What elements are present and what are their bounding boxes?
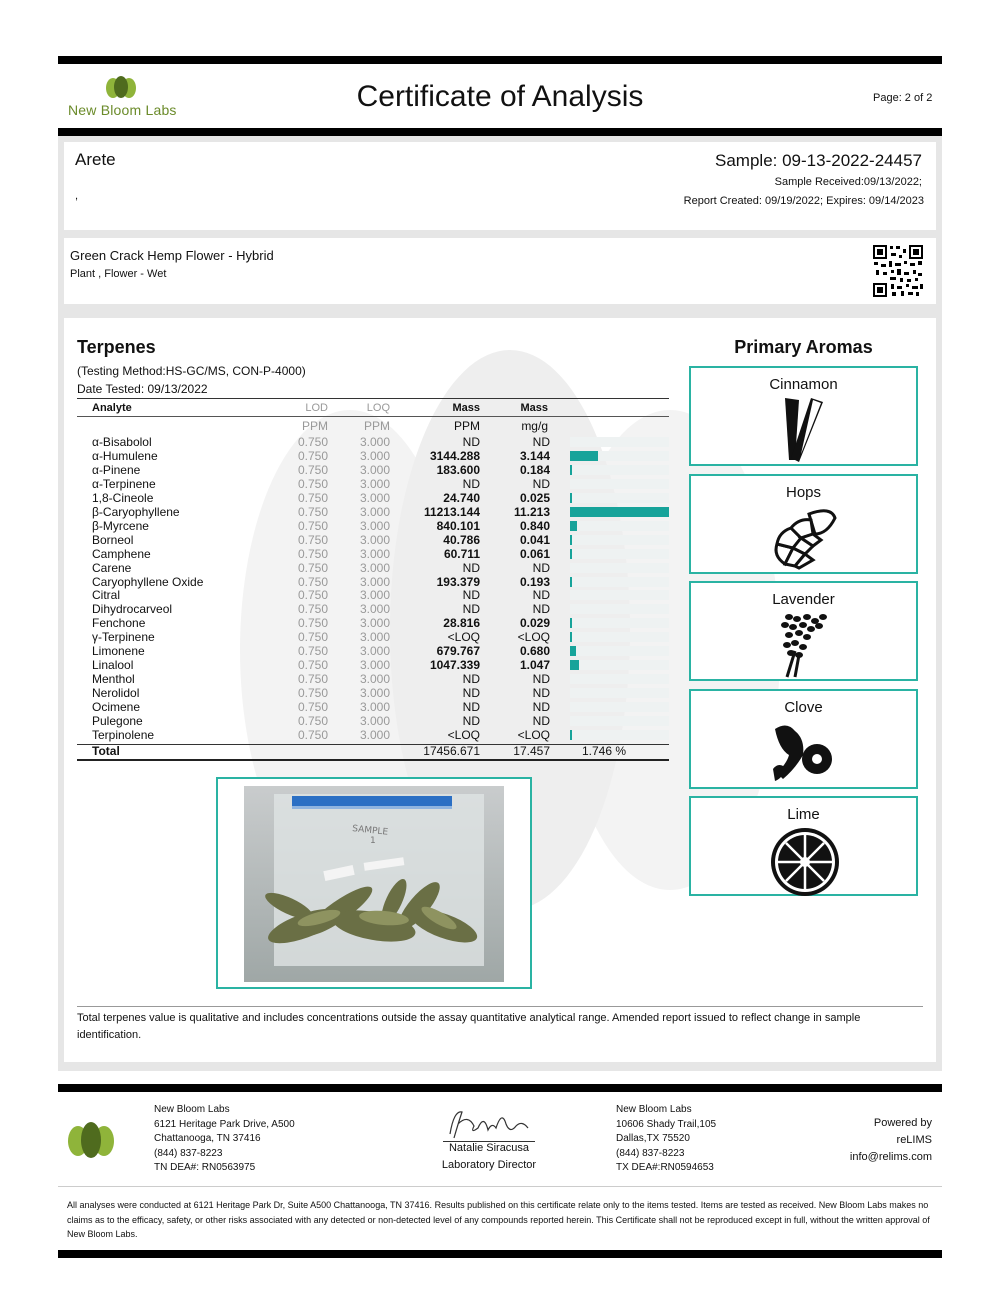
lab2-line: Dallas,TX 75520	[616, 1133, 690, 1144]
analyte-loq: 3.000	[359, 700, 390, 715]
analyte-name: Dihydrocarveol	[92, 602, 173, 617]
client-address: ,	[75, 190, 79, 202]
analyte-mg: ND	[532, 435, 550, 449]
lab1-line: New Bloom Labs	[154, 1104, 230, 1115]
lab1-line: 6121 Heritage Park Drive, A500	[154, 1118, 295, 1130]
analyte-loq: 3.000	[359, 560, 390, 575]
total-percent: 1.746 %	[582, 744, 627, 758]
date-tested: Date Tested: 09/13/2022	[77, 382, 208, 396]
analyte-lod: 0.750	[297, 504, 328, 519]
analyte-ppm: 840.101	[436, 518, 480, 533]
analyte-ppm: 11213.144	[423, 504, 480, 519]
analyte-mg: 1.047	[519, 658, 550, 673]
concentration-bar-track	[570, 632, 669, 642]
concentration-bar	[570, 730, 572, 740]
header-mass-ppm: Mass	[452, 402, 480, 414]
lab2-line: TX DEA#:RN0594653	[616, 1162, 714, 1173]
hops-icon	[765, 504, 845, 572]
total-ppm: 17456.671	[423, 744, 480, 758]
analyte-mg: 0.061	[519, 546, 550, 561]
analyte-ppm: 3144.288	[429, 448, 480, 463]
concentration-bar-track	[570, 716, 669, 726]
disclaimer: All analyses were conducted at 6121 Heritage Park Dr, Suite A500 Chattanooga, TN 37416. Results published on this certificate relate only to the items tested. Items are tested as received. New Bloom Labs makes no claims as to the efficacy, safety, or other risks associated with any detected or non-detected level of any compounds reported herein. This Certificate shall not be reproduced except in full, without the written approval of New Bloom Labs.	[67, 1200, 930, 1239]
analyte-ppm: 193.379	[436, 574, 480, 589]
aroma-card-lavender	[689, 581, 918, 681]
page-number: Page: 2 of 2	[873, 92, 933, 104]
powered-vendor: reLIMS	[896, 1134, 932, 1146]
aroma-label: Clove	[784, 699, 823, 716]
analyte-name: Citral	[92, 588, 121, 603]
analyte-name: β-Myrcene	[92, 518, 149, 533]
lab2-address	[616, 1103, 716, 1176]
analyte-ppm: ND	[462, 435, 480, 449]
unit-mg: mg/g	[521, 419, 548, 433]
analyte-loq: 3.000	[359, 476, 390, 491]
analyte-mg: 0.025	[519, 490, 550, 505]
concentration-bar	[570, 549, 572, 559]
product-type: Plant , Flower - Wet	[70, 268, 167, 280]
analyte-lod: 0.750	[297, 490, 328, 505]
analyte-ppm: 1047.339	[429, 658, 480, 673]
lavender-icon	[765, 611, 845, 679]
concentration-bar	[570, 577, 572, 587]
total-label: Total	[92, 744, 120, 758]
analyte-ppm: ND	[462, 476, 480, 491]
concentration-bar-track	[570, 577, 669, 587]
analyte-lod: 0.750	[297, 518, 328, 533]
analyte-ppm: ND	[462, 700, 480, 715]
unit-lod: PPM	[301, 419, 328, 433]
director-title: Laboratory Director	[441, 1159, 537, 1171]
testing-method: (Testing Method:HS-GC/MS, CON-P-4000)	[77, 364, 306, 378]
analyte-name: 1,8-Cineole	[92, 490, 154, 505]
analyte-name: Terpinolene	[92, 727, 155, 742]
page-title: Certificate of Analysis	[356, 80, 644, 113]
analyte-mg: 0.193	[519, 574, 550, 589]
analyte-mg: ND	[532, 686, 550, 701]
report-dates: Report Created: 09/19/2022; Expires: 09/14/2023	[683, 195, 924, 207]
analyte-lod: 0.750	[297, 727, 328, 742]
director-signature	[444, 1104, 534, 1142]
sample-received: Sample Received:09/13/2022;	[774, 176, 922, 188]
analyte-loq: 3.000	[359, 490, 390, 505]
analyte-name: Limonene	[92, 644, 145, 659]
analyte-mg: ND	[532, 714, 550, 728]
note-rule	[77, 1006, 923, 1007]
analyte-loq: 3.000	[359, 602, 390, 617]
top-rule	[58, 56, 942, 64]
concentration-bar	[570, 507, 669, 517]
analyte-name: α-Pinene	[92, 462, 141, 477]
aroma-card-hops	[689, 474, 918, 574]
analyte-name: Camphene	[92, 546, 151, 561]
concentration-bar	[570, 521, 577, 531]
lab1-address	[154, 1103, 295, 1176]
analyte-ppm: <LOQ	[447, 727, 480, 742]
analyte-name: Linalool	[92, 658, 134, 673]
analyte-ppm: 679.767	[436, 644, 480, 659]
analyte-mg: ND	[532, 602, 550, 617]
header-loq: LOQ	[366, 402, 390, 414]
footer-logo	[67, 1120, 115, 1160]
analyte-loq: 3.000	[359, 448, 390, 463]
analyte-lod: 0.750	[297, 435, 328, 449]
analyte-loq: 3.000	[359, 616, 390, 631]
company-logo	[104, 76, 138, 100]
analyte-loq: 3.000	[359, 714, 390, 728]
analyte-ppm: 40.786	[443, 532, 480, 547]
analyte-name: α-Humulene	[92, 448, 158, 463]
analyte-loq: 3.000	[359, 462, 390, 477]
analyte-ppm: 24.740	[443, 490, 480, 505]
product-name: Green Crack Hemp Flower - Hybrid	[70, 248, 274, 263]
table-header-rule	[77, 416, 669, 417]
concentration-bar	[570, 493, 572, 503]
analyte-loq: 3.000	[359, 630, 390, 645]
concentration-bar-track	[570, 590, 669, 600]
lime-icon	[765, 826, 845, 894]
concentration-bar-track	[570, 521, 669, 531]
analyte-loq: 3.000	[359, 546, 390, 561]
analyte-name: Fenchone	[92, 616, 146, 631]
analyte-loq: 3.000	[359, 435, 390, 449]
lab2-line: (844) 837-8223	[616, 1147, 685, 1159]
sample-photo	[244, 786, 504, 982]
clove-icon	[765, 719, 845, 787]
aroma-card-cinnamon	[689, 366, 918, 466]
aroma-card-lime	[689, 796, 918, 896]
analyte-name: β-Caryophyllene	[92, 504, 180, 519]
concentration-bar-track	[570, 646, 669, 656]
analyte-ppm: ND	[462, 686, 480, 701]
analyte-name: α-Terpinene	[92, 476, 156, 491]
analyte-loq: 3.000	[359, 658, 390, 673]
analyte-name: Ocimene	[92, 700, 141, 715]
analyte-lod: 0.750	[297, 602, 328, 617]
powered-label: Powered by	[873, 1117, 932, 1129]
analyte-name: Caryophyllene Oxide	[92, 574, 204, 589]
analyte-loq: 3.000	[359, 504, 390, 519]
analyte-loq: 3.000	[359, 574, 390, 589]
concentration-bar-track	[570, 465, 669, 475]
analyte-name: Carene	[92, 560, 132, 575]
analyte-lod: 0.750	[297, 700, 328, 715]
header-lod: LOD	[305, 402, 328, 414]
table-bottom-rule	[77, 759, 669, 761]
svg-text:SAMPLE: SAMPLE	[351, 824, 389, 838]
analyte-mg: ND	[532, 476, 550, 491]
concentration-bar-track	[570, 451, 669, 461]
logo-text: New Bloom Labs	[68, 102, 177, 118]
concentration-bar-track	[570, 493, 669, 503]
lab1-line: Chattanooga, TN 37416	[154, 1133, 261, 1144]
concentration-bar	[570, 660, 579, 670]
terpene-note: Total terpenes value is qualitative and includes concentrations outside the assay quantitative analytical range. Amended report issued to reflect change in sample identification.	[77, 1012, 861, 1041]
powered-email[interactable]: info@relims.com	[849, 1151, 932, 1163]
table-top-rule	[77, 398, 669, 399]
concentration-bar-track	[570, 549, 669, 559]
analyte-ppm: ND	[462, 714, 480, 728]
terpenes-title: Terpenes	[77, 337, 156, 357]
analyte-lod: 0.750	[297, 616, 328, 631]
analyte-name: γ-Terpinene	[92, 630, 155, 645]
analyte-ppm: 60.711	[443, 546, 480, 561]
analyte-lod: 0.750	[297, 546, 328, 561]
powered-by	[850, 1115, 932, 1166]
analyte-lod: 0.750	[297, 560, 328, 575]
aroma-card-clove	[689, 689, 918, 789]
lab2-line: 10606 Shady Trail,105	[616, 1118, 717, 1130]
analyte-name: Nerolidol	[92, 686, 140, 701]
analyte-ppm: ND	[462, 602, 480, 617]
sample-id: Sample: 09-13-2022-24457	[715, 151, 922, 170]
analyte-ppm: ND	[462, 672, 480, 687]
concentration-bar	[570, 465, 572, 475]
concentration-bar	[570, 632, 572, 642]
total-top-rule	[77, 744, 669, 745]
analyte-mg: ND	[532, 588, 550, 603]
aroma-label: Lavender	[772, 591, 835, 608]
unit-loq: PPM	[363, 419, 390, 433]
analyte-mg: <LOQ	[517, 727, 550, 742]
svg-text:1: 1	[370, 836, 376, 846]
analyte-lod: 0.750	[297, 448, 328, 463]
concentration-bar-track	[570, 507, 669, 517]
unit-ppm: PPM	[453, 419, 480, 433]
analyte-ppm: ND	[462, 560, 480, 575]
director-name: Natalie Siracusa	[448, 1142, 530, 1154]
lab1-line: (844) 837-8223	[154, 1147, 223, 1159]
concentration-bar-track	[570, 688, 669, 698]
disclaimer-rule	[58, 1186, 942, 1187]
analyte-loq: 3.000	[359, 588, 390, 603]
analyte-mg: 11.213	[513, 504, 550, 519]
concentration-bar-track	[570, 535, 669, 545]
analyte-mg: 0.680	[519, 644, 550, 659]
aroma-label: Cinnamon	[769, 376, 838, 393]
concentration-bar-track	[570, 437, 669, 447]
analyte-lod: 0.750	[297, 686, 328, 701]
analyte-ppm: <LOQ	[447, 630, 480, 645]
client-name: Arete	[75, 150, 116, 169]
lab2-line: New Bloom Labs	[616, 1104, 692, 1115]
analyte-mg: 0.041	[519, 532, 550, 547]
analyte-name: α-Bisabolol	[92, 435, 152, 449]
analyte-loq: 3.000	[359, 644, 390, 659]
analyte-ppm: ND	[462, 588, 480, 603]
concentration-bar-track	[570, 618, 669, 628]
analyte-loq: 3.000	[359, 727, 390, 742]
concentration-bar-track	[570, 563, 669, 573]
analyte-loq: 3.000	[359, 532, 390, 547]
analyte-mg: ND	[532, 672, 550, 687]
analyte-mg: ND	[532, 560, 550, 575]
analyte-loq: 3.000	[359, 686, 390, 701]
analyte-mg: ND	[532, 700, 550, 715]
analyte-mg: 0.840	[519, 518, 550, 533]
analyte-lod: 0.750	[297, 532, 328, 547]
cinnamon-icon	[765, 396, 845, 464]
analyte-mg: 0.029	[519, 616, 550, 631]
analyte-name: Borneol	[92, 532, 134, 547]
concentration-bar	[570, 618, 572, 628]
concentration-bar-track	[570, 604, 669, 614]
analyte-lod: 0.750	[297, 658, 328, 673]
analyte-name: Pulegone	[92, 714, 143, 728]
analyte-loq: 3.000	[359, 518, 390, 533]
footer-top-rule	[58, 1084, 942, 1092]
analyte-name: Menthol	[92, 672, 135, 687]
concentration-bar	[570, 646, 576, 656]
qr-code	[872, 244, 924, 298]
aromas-title: Primary Aromas	[734, 337, 873, 357]
analyte-lod: 0.750	[297, 714, 328, 728]
analyte-lod: 0.750	[297, 476, 328, 491]
analyte-ppm: 183.600	[436, 462, 480, 477]
header-rule	[58, 128, 942, 136]
analyte-lod: 0.750	[297, 644, 328, 659]
analyte-loq: 3.000	[359, 672, 390, 687]
analyte-ppm: 28.816	[443, 616, 480, 631]
analyte-lod: 0.750	[297, 630, 328, 645]
analyte-lod: 0.750	[297, 672, 328, 687]
analyte-lod: 0.750	[297, 462, 328, 477]
analyte-lod: 0.750	[297, 574, 328, 589]
lab1-line: TN DEA#: RN0563975	[154, 1162, 256, 1173]
concentration-bar-track	[570, 730, 669, 740]
header-analyte: Analyte	[92, 402, 132, 414]
analyte-mg: 3.144	[519, 448, 550, 463]
concentration-bar-track	[570, 674, 669, 684]
concentration-bar	[570, 535, 572, 545]
total-mg: 17.457	[513, 744, 550, 758]
concentration-bar-track	[570, 660, 669, 670]
bottom-rule	[58, 1250, 942, 1258]
header-mass-mg: Mass	[520, 402, 548, 414]
aroma-label: Hops	[785, 484, 822, 501]
analyte-mg: <LOQ	[517, 630, 550, 645]
analyte-mg: 0.184	[519, 462, 550, 477]
concentration-bar	[570, 451, 598, 461]
analyte-lod: 0.750	[297, 588, 328, 603]
concentration-bar-track	[570, 702, 669, 712]
concentration-bar-track	[570, 479, 669, 489]
aroma-label: Lime	[787, 806, 820, 823]
